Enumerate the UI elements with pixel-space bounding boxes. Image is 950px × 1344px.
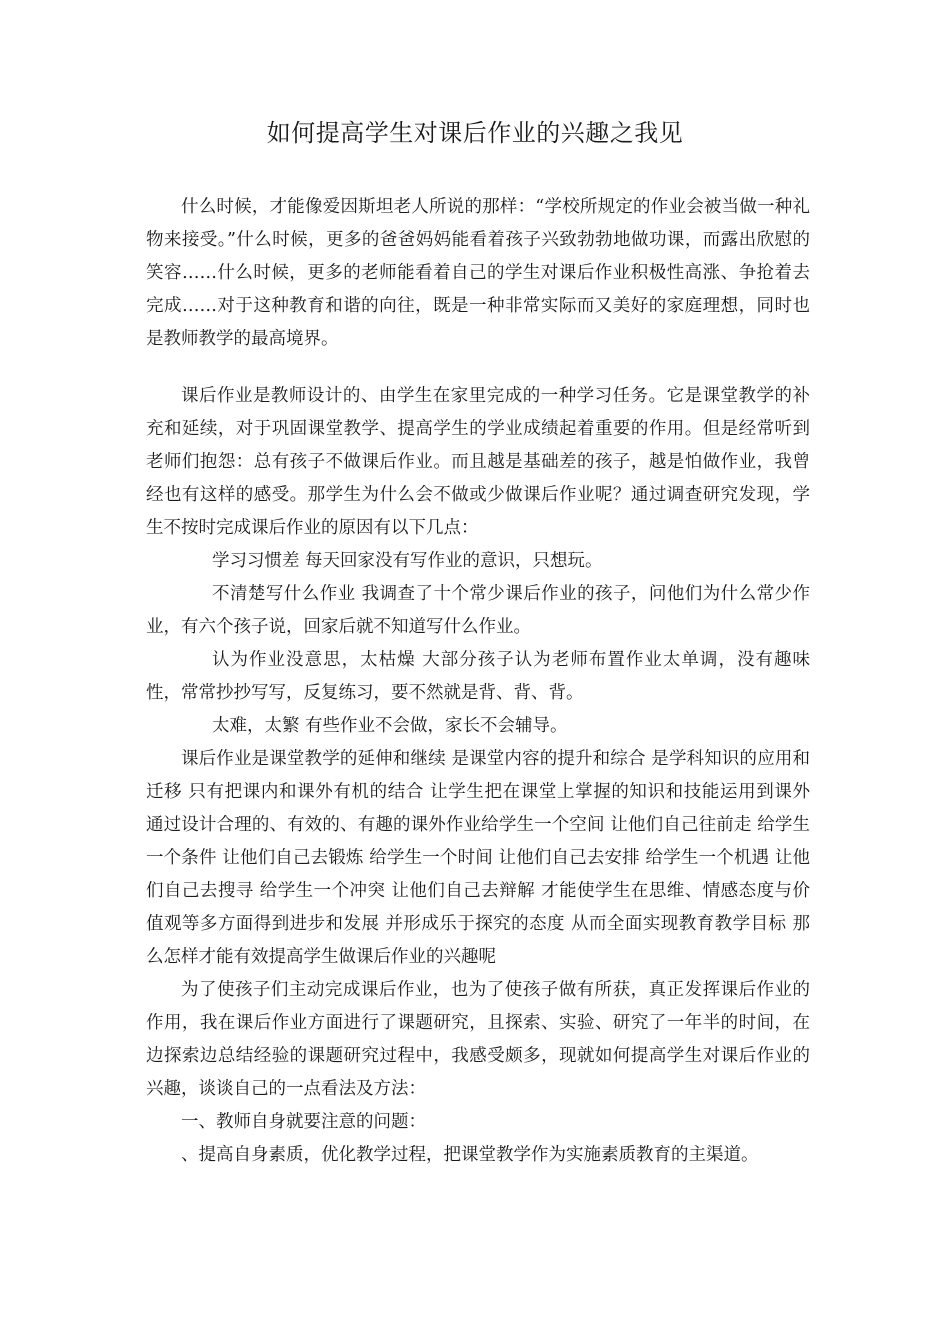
paragraph-extension: 课后作业是课堂教学的延伸和继续 是课堂内容的提升和综合 是学科知识的应用和迁移 只有把课内和课外有机的结合 让学生把在课堂上掌握的知识和技能运用到课外 通过设计合理的、有效的、有趣的课外作业给学生一个空间 让他们自己往前走 给学生一个条件 让他们自己去锻炼 给学生一个时间 让他们自己去安排 给学生一个机遇 让他们自己去搜寻 给学生一个冲突 让他们自己去辩解 才能使学生在思维、情感态度与价值观等多方面得到进步和发展 并形成乐于探究的态度 从而全面实现教育教学目标 那么怎样才能有效提高学生做课后作业的兴趣呢	[146, 749, 810, 967]
reason-item-boring: 认为作业没意思，太枯燥 大部分孩子认为老师布置作业太单调，没有趣味性，常常抄抄写写，反复练习，要不然就是背、背、背。	[146, 650, 810, 703]
paragraph-intro: 什么时候，才能像爱因斯坦老人所说的那样：“学校所规定的作业会被当做一种礼物来接受。”什么时候，更多的爸爸妈妈能看着孩子兴致勃勃地做功课，而露出欣慰的笑容……什么时候，更多的老师能看着自己的学生对课后作业积极性高涨、争抢着去完成……对于这种教育和谐的向往，既是一种非常实际而又美好的家庭理想，同时也是教师教学的最高境界。	[146, 197, 810, 349]
section-heading-teacher: 一、教师自身就要注意的问题：	[181, 1112, 426, 1132]
document-title: 如何提高学生对课后作业的兴趣之我见	[266, 119, 684, 147]
paragraph-gap	[146, 356, 810, 380]
paragraph-research: 为了使孩子们主动完成课后作业，也为了使孩子做有所获，真正发挥课后作业的作用，我在课后作业方面进行了课题研究，且探索、实验、研究了一年半的时间，在边探索边总结经验的课题研究过程中，我感受颇多，现就如何提高学生对课后作业的兴趣，谈谈自己的一点看法及方法：	[146, 980, 810, 1099]
reason-item-difficult: 太难，太繁 有些作业不会做，家长不会辅导。	[212, 716, 568, 736]
document-body	[146, 191, 810, 1172]
reason-item-habits: 学习习惯差 每天回家没有写作业的意识，只想玩。	[212, 551, 603, 571]
reason-item-unclear: 不清楚写什么作业 我调查了十个常少课后作业的孩子，问他们为什么常少作业，有六个孩子说，回家后就不知道写什么作业。	[146, 584, 810, 637]
subsection-quality: 、提高自身素质，优化教学过程，把课堂教学作为实施素质教育的主渠道。	[181, 1145, 759, 1165]
paragraph-homework-definition: 课后作业是教师设计的、由学生在家里完成的一种学习任务。它是课堂教学的补充和延续，对于巩固课堂教学、提高学生的学业成绩起着重要的作用。但是经常听到老师们抱怨：总有孩子不做课后作业。而且越是基础差的孩子，越是怕做作业，我曾经也有这样的感受。那学生为什么会不做或少做课后作业呢？通过调查研究发现，学生不按时完成课后作业的原因有以下几点：	[146, 386, 810, 538]
